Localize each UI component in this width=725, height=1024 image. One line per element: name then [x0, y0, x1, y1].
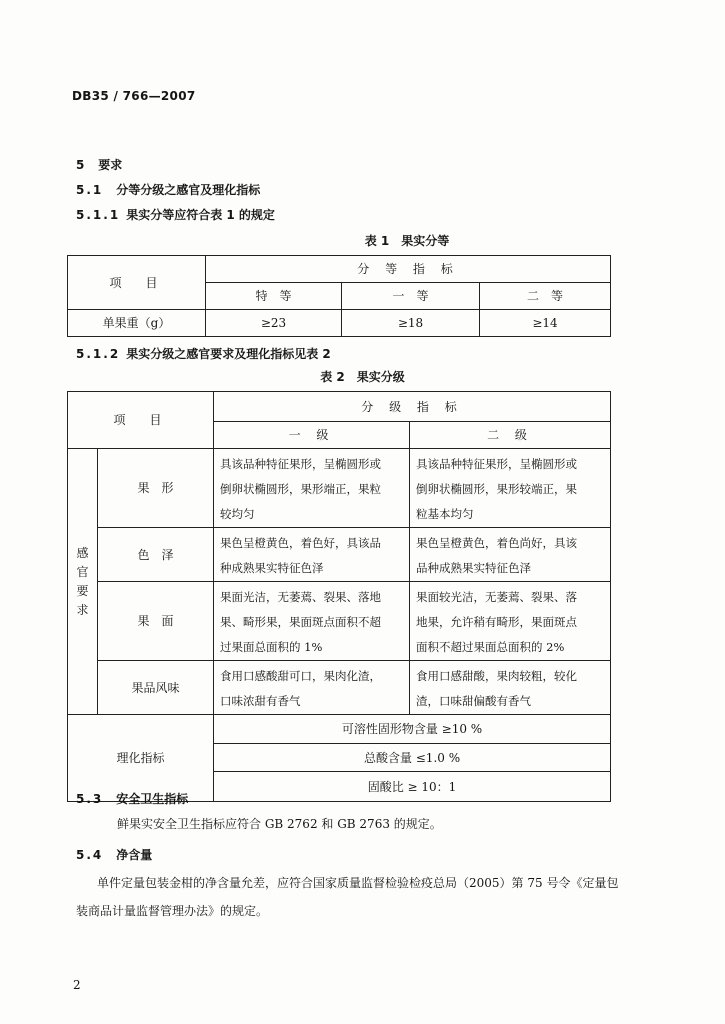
sensory-row-label: 色 泽: [98, 528, 214, 582]
table-2-group-header: 分 级 指 标: [214, 392, 611, 422]
table-2-caption: 表 2 果实分级: [320, 370, 405, 384]
sensory-row-label: 果 形: [98, 449, 214, 528]
section-5-1-2-heading: [76, 345, 331, 362]
section-5-heading: [76, 156, 122, 173]
paragraph-5-4-line-1: 单件定量包装金柑的净含量允差，应符合国家质量监督检验检疫总局（2005）第 75 号令《定量包: [97, 876, 619, 890]
cell-line: 粒基本均匀: [416, 507, 474, 521]
grade-1-cell: [214, 449, 410, 528]
cell-line: 过果面总面积的 1%: [220, 640, 323, 654]
table-1-col-header: 二 等: [480, 283, 611, 310]
section-number: 5.1.1: [76, 208, 121, 222]
grade-1-cell: [214, 582, 410, 661]
section-5-3-heading: [76, 790, 188, 807]
section-number: 5.4: [76, 848, 104, 862]
vertical-label-text: 感官要求: [76, 545, 89, 617]
table-1-cell: ≥14: [480, 310, 611, 337]
sensory-row-label: 果 面: [98, 582, 214, 661]
cell-line: 品种成熟果实特征色泽: [416, 561, 532, 575]
cell-line: 种成熟果实特征色泽: [220, 561, 324, 575]
table-1-caption: 表 1 果实分等: [364, 234, 450, 248]
table-1-row-label: 单果重（g）: [68, 310, 206, 337]
section-title: 果实分级之感官要求及理化指标见表 2: [126, 347, 331, 361]
cell-line: 具该品种特征果形，呈椭圆形或: [416, 457, 578, 471]
page-number: 2: [73, 978, 81, 992]
section-number: 5.1.2: [76, 347, 121, 361]
section-5-1-1-heading: [76, 206, 275, 223]
cell-line: 食用口感甜酸，果肉较粗，较化: [416, 669, 578, 683]
physchem-label: 理化指标: [68, 715, 214, 802]
grade-2-cell: [410, 528, 611, 582]
table-2-item-header: 项 目: [68, 392, 214, 449]
cell-line: 渣，口味甜偏酸有香气: [416, 694, 532, 708]
cell-line: 地果，允许稍有畸形，果面斑点: [416, 615, 578, 629]
grade-1-cell: [214, 528, 410, 582]
cell-line: 果色呈橙黄色，着色尚好，具该: [416, 536, 578, 550]
section-title: 净含量: [116, 848, 153, 862]
paragraph-5-3: 鲜果实安全卫生指标应符合 GB 2762 和 GB 2763 的规定。: [117, 817, 442, 831]
section-title: 分等分级之感官及理化指标: [116, 183, 261, 197]
sensory-requirements-label: [68, 449, 98, 715]
grade-2-cell: [410, 661, 611, 715]
section-number: 5.1: [76, 183, 104, 197]
table-1-cell: ≥23: [206, 310, 342, 337]
section-title: 要求: [98, 158, 123, 172]
table-1-cell: ≥18: [342, 310, 480, 337]
section-title: 安全卫生指标: [116, 792, 189, 806]
table-2-grading: [67, 391, 611, 802]
cell-line: 果、畸形果，果面斑点面积不超: [220, 615, 382, 629]
cell-line: 食用口感酸甜可口，果肉化渣，: [220, 669, 382, 683]
cell-line: 倒卵状椭圆形，果形端正，果粒: [220, 482, 382, 496]
grade-1-cell: [214, 661, 410, 715]
section-5-4-heading: [76, 846, 152, 863]
grade-2-cell: [410, 449, 611, 528]
physchem-value: 固酸比 ≥ 10：1: [214, 772, 611, 802]
paragraph-5-4-line-2: 装商品计量监督管理办法》的规定。: [76, 904, 269, 918]
cell-line: 果色呈橙黄色，着色好，具该品: [220, 536, 382, 550]
physchem-value: 可溶性固形物含量 ≥10 %: [214, 715, 611, 744]
table-2-col-header: 一 级: [214, 422, 410, 449]
table-1-group-header: 分 等 指 标: [206, 256, 611, 283]
table-1-item-header: 项 目: [68, 256, 206, 310]
table-1-grading: [67, 255, 611, 337]
grade-2-cell: [410, 582, 611, 661]
section-5-1-heading: [76, 181, 260, 198]
section-title: 果实分等应符合表 1 的规定: [126, 208, 275, 222]
cell-line: 面积不超过果面总面积的 2%: [416, 640, 565, 654]
table-1-col-header: 特 等: [206, 283, 342, 310]
sensory-row-label: 果品风味: [98, 661, 214, 715]
cell-line: 倒卵状椭圆形，果形较端正，果: [416, 482, 578, 496]
table-2-col-header: 二 级: [410, 422, 611, 449]
cell-line: 具该品种特征果形，呈椭圆形或: [220, 457, 382, 471]
cell-line: 果面较光洁，无萎蔫、裂果、落: [416, 590, 578, 604]
cell-line: 较均匀: [220, 507, 255, 521]
cell-line: 口味浓甜有香气: [220, 694, 301, 708]
section-number: 5.3: [76, 792, 104, 806]
cell-line: 果面光洁，无萎蔫、裂果、落地: [220, 590, 382, 604]
document-code: DB35 / 766—2007: [72, 89, 196, 103]
table-1-col-header: 一 等: [342, 283, 480, 310]
section-number: 5: [76, 158, 87, 172]
physchem-value: 总酸含量 ≤1.0 %: [214, 744, 611, 772]
